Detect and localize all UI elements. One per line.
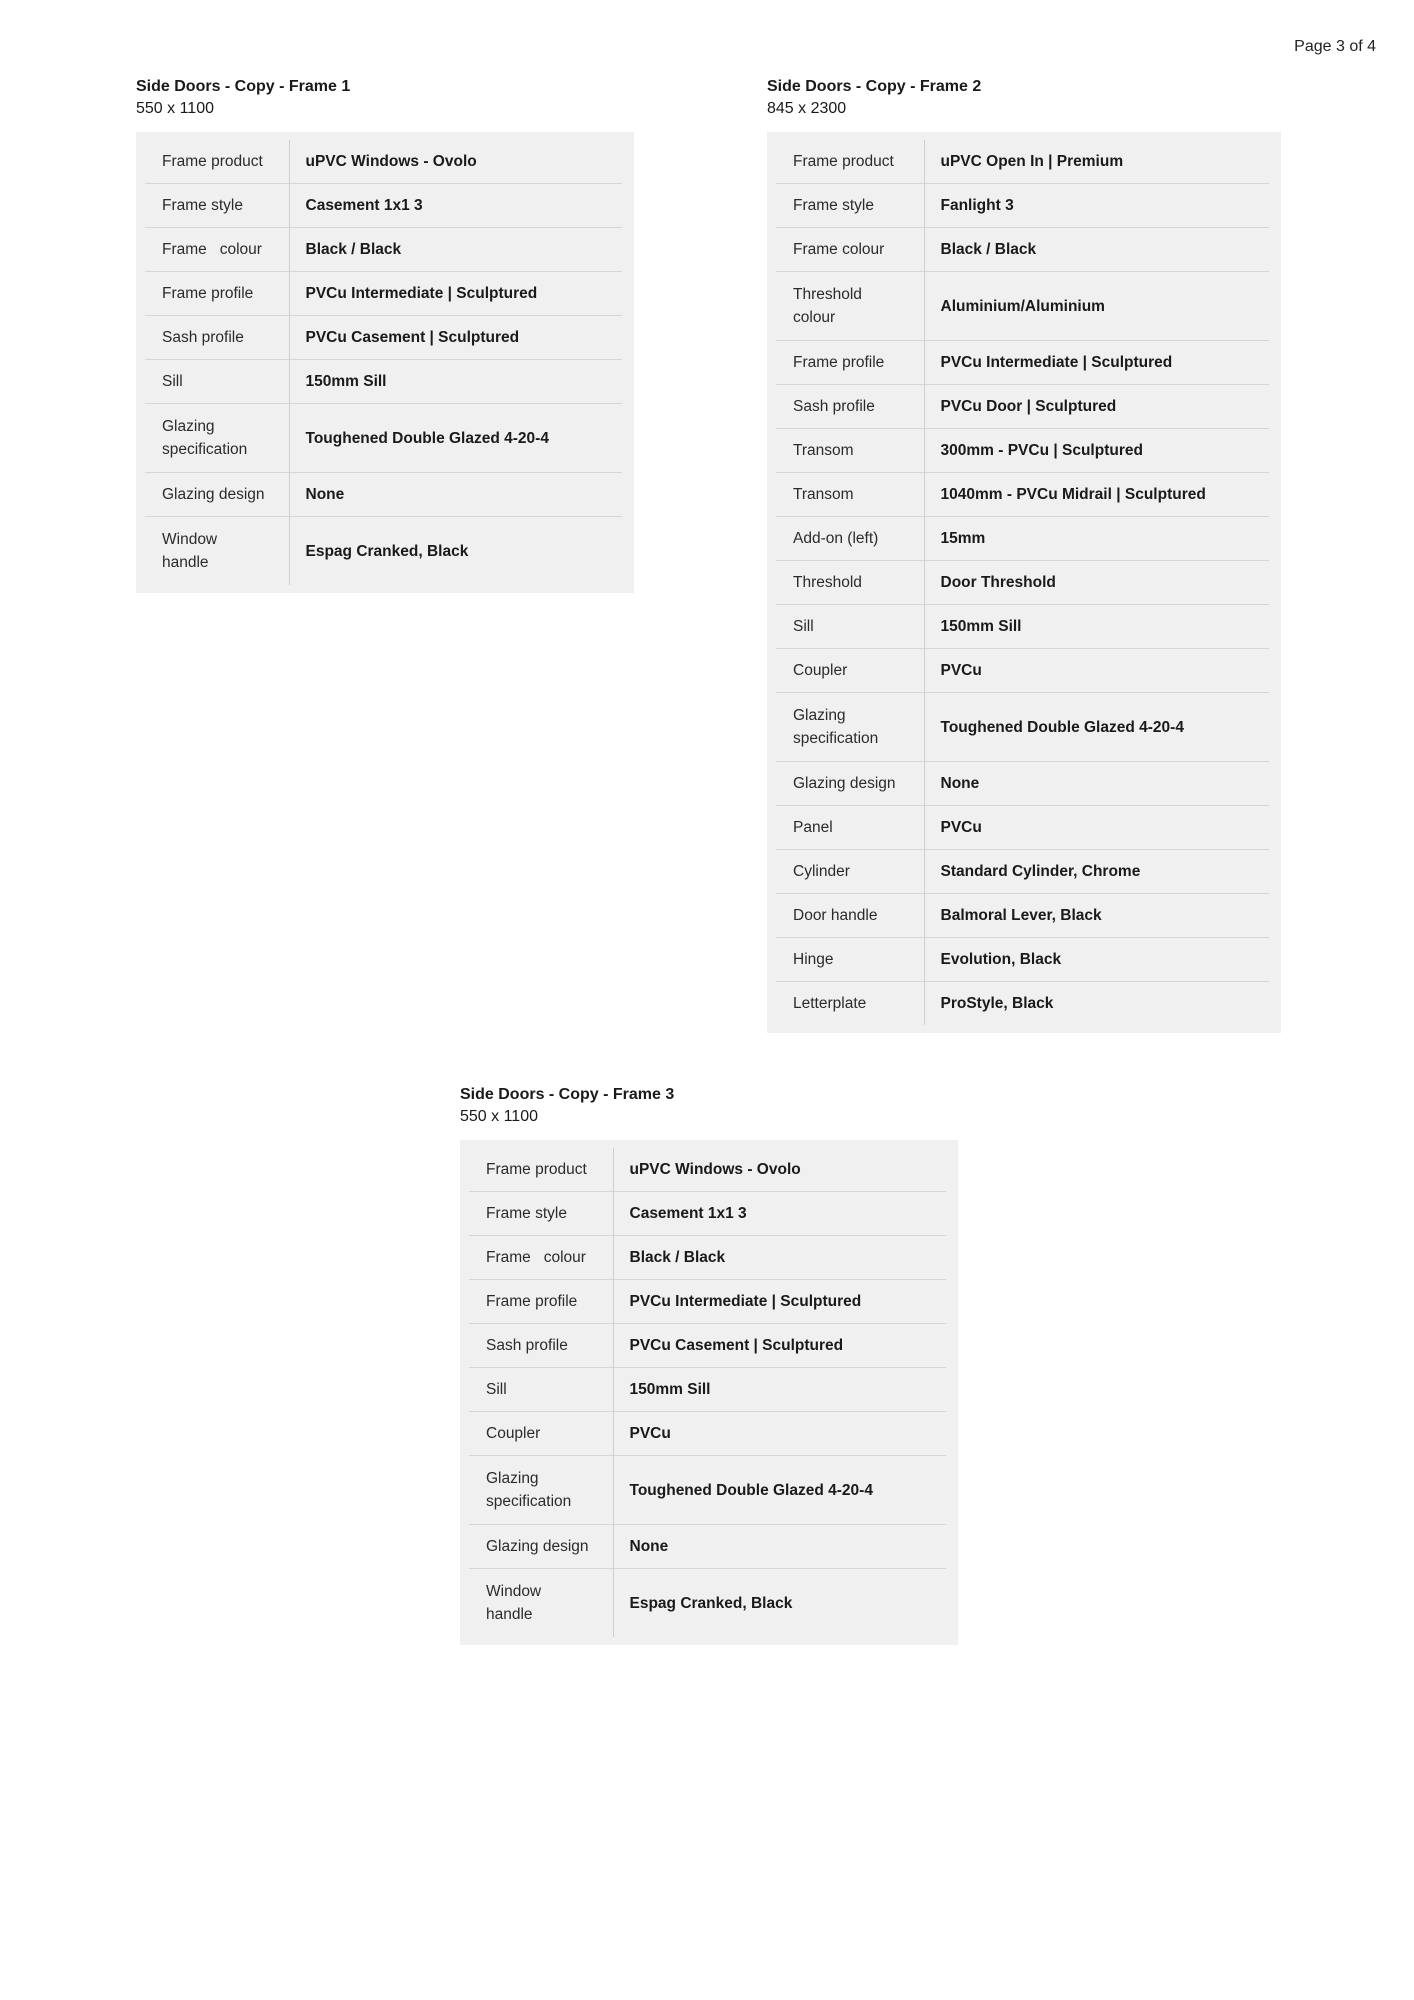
frame-title: Side Doors - Copy - Frame 3 <box>460 1086 675 1103</box>
spec-value: 1040mm - PVCu Midrail | Sculptured <box>924 473 1269 517</box>
spec-box <box>136 132 634 593</box>
spec-value: Casement 1x1 3 <box>289 184 622 228</box>
spec-value: PVCu <box>613 1412 946 1456</box>
spec-row <box>776 429 1269 473</box>
spec-row <box>776 561 1269 605</box>
spec-value: Espag Cranked, Black <box>613 1569 946 1638</box>
spec-row <box>776 605 1269 649</box>
spec-row <box>145 473 622 517</box>
spec-value: ProStyle, Black <box>924 982 1269 1026</box>
spec-row <box>776 272 1269 341</box>
spec-row <box>776 517 1269 561</box>
spec-row <box>469 1368 946 1412</box>
spec-row <box>469 1569 946 1638</box>
spec-label: Glazing design <box>469 1525 613 1569</box>
spec-label: Sill <box>145 360 289 404</box>
spec-value: Aluminium/Aluminium <box>924 272 1269 341</box>
frame-title: Side Doors - Copy - Frame 1 <box>136 78 351 95</box>
spec-value: Balmoral Lever, Black <box>924 894 1269 938</box>
spec-row <box>469 1412 946 1456</box>
spec-row <box>776 140 1269 184</box>
spec-row <box>776 385 1269 429</box>
spec-label: Sill <box>776 605 924 649</box>
spec-label: Threshold colour <box>776 272 924 341</box>
spec-label: Frame profile <box>145 272 289 316</box>
spec-row <box>145 184 622 228</box>
page-number: Page 3 of 4 <box>1294 38 1376 55</box>
spec-row <box>776 982 1269 1026</box>
spec-label: Frame product <box>145 140 289 184</box>
spec-value: Black / Black <box>613 1236 946 1280</box>
spec-value: PVCu Door | Sculptured <box>924 385 1269 429</box>
spec-value: 150mm Sill <box>924 605 1269 649</box>
spec-label: Sill <box>469 1368 613 1412</box>
spec-value: 150mm Sill <box>289 360 622 404</box>
spec-label: Door handle <box>776 894 924 938</box>
spec-value: Black / Black <box>924 228 1269 272</box>
spec-label: Glazing design <box>776 762 924 806</box>
spec-value: uPVC Windows - Ovolo <box>629 1161 801 1178</box>
spec-box <box>460 1140 958 1645</box>
spec-value: Evolution, Black <box>924 938 1269 982</box>
spec-row <box>145 316 622 360</box>
spec-row <box>776 938 1269 982</box>
spec-value: Fanlight 3 <box>924 184 1269 228</box>
frame-size: 845 x 2300 <box>767 100 847 117</box>
spec-value: None <box>924 762 1269 806</box>
spec-value: PVCu <box>924 806 1269 850</box>
spec-label: Frame colour <box>145 228 289 272</box>
spec-value: PVCu Casement | Sculptured <box>289 316 622 360</box>
spec-value: PVCu Casement | Sculptured <box>613 1324 946 1368</box>
spec-value: None <box>289 473 622 517</box>
spec-label: Frame product <box>776 140 924 184</box>
spec-label: Window handle <box>145 517 289 586</box>
spec-label: Coupler <box>469 1412 613 1456</box>
spec-value: Standard Cylinder, Chrome <box>924 850 1269 894</box>
spec-row <box>145 517 622 586</box>
spec-row <box>776 649 1269 693</box>
spec-label: Frame product <box>469 1148 613 1192</box>
frame-size: 550 x 1100 <box>460 1108 538 1125</box>
spec-row <box>469 1525 946 1569</box>
spec-box <box>767 132 1281 1033</box>
frame-section <box>767 76 1281 1033</box>
spec-value: None <box>613 1525 946 1569</box>
spec-label: Panel <box>776 806 924 850</box>
spec-table <box>776 140 1269 1025</box>
spec-row <box>776 762 1269 806</box>
spec-row <box>469 1280 946 1324</box>
spec-row <box>776 341 1269 385</box>
spec-value: Door Threshold <box>924 561 1269 605</box>
spec-value: PVCu <box>924 649 1269 693</box>
spec-row <box>469 1148 946 1192</box>
spec-value: uPVC Open In | Premium <box>940 153 1124 170</box>
spec-row <box>776 473 1269 517</box>
spec-row <box>469 1456 946 1525</box>
spec-row <box>145 228 622 272</box>
spec-label: Frame style <box>145 184 289 228</box>
spec-label: Glazing specification <box>776 693 924 762</box>
spec-label: Sash profile <box>776 385 924 429</box>
spec-row <box>469 1236 946 1280</box>
spec-label: Window handle <box>469 1569 613 1638</box>
spec-value: 300mm - PVCu | Sculptured <box>924 429 1269 473</box>
spec-label: Frame colour <box>469 1236 613 1280</box>
frame-title: Side Doors - Copy - Frame 2 <box>767 78 982 95</box>
spec-row <box>145 404 622 473</box>
spec-value: Black / Black <box>289 228 622 272</box>
spec-label: Frame colour <box>776 228 924 272</box>
spec-value: Toughened Double Glazed 4-20-4 <box>613 1456 946 1525</box>
spec-table <box>145 140 622 585</box>
spec-label: Sash profile <box>145 316 289 360</box>
spec-label: Coupler <box>776 649 924 693</box>
spec-label: Glazing design <box>145 473 289 517</box>
spec-label: Sash profile <box>469 1324 613 1368</box>
spec-label: Transom <box>776 473 924 517</box>
spec-label: Letterplate <box>776 982 924 1026</box>
spec-row <box>776 184 1269 228</box>
spec-value: Espag Cranked, Black <box>289 517 622 586</box>
spec-value: Toughened Double Glazed 4-20-4 <box>289 404 622 473</box>
spec-label: Glazing specification <box>145 404 289 473</box>
spec-label: Frame profile <box>469 1280 613 1324</box>
spec-value: Toughened Double Glazed 4-20-4 <box>924 693 1269 762</box>
spec-value: uPVC Windows - Ovolo <box>305 153 477 170</box>
spec-label: Frame style <box>776 184 924 228</box>
spec-label: Threshold <box>776 561 924 605</box>
spec-row <box>145 272 622 316</box>
spec-label: Glazing specification <box>469 1456 613 1525</box>
spec-label: Transom <box>776 429 924 473</box>
spec-label: Cylinder <box>776 850 924 894</box>
spec-row <box>469 1192 946 1236</box>
spec-row <box>776 693 1269 762</box>
spec-value: PVCu Intermediate | Sculptured <box>613 1280 946 1324</box>
spec-value: Casement 1x1 3 <box>613 1192 946 1236</box>
spec-label: Add-on (left) <box>776 517 924 561</box>
spec-row <box>776 228 1269 272</box>
spec-label: Hinge <box>776 938 924 982</box>
spec-row <box>776 894 1269 938</box>
spec-label: Frame profile <box>776 341 924 385</box>
spec-row <box>776 850 1269 894</box>
spec-value: 150mm Sill <box>613 1368 946 1412</box>
spec-value: 15mm <box>924 517 1269 561</box>
frame-section <box>460 1084 958 1645</box>
spec-row <box>145 360 622 404</box>
spec-label: Frame style <box>469 1192 613 1236</box>
spec-row <box>145 140 622 184</box>
spec-value: PVCu Intermediate | Sculptured <box>924 341 1269 385</box>
spec-value: PVCu Intermediate | Sculptured <box>289 272 622 316</box>
spec-row <box>469 1324 946 1368</box>
frame-section <box>136 76 634 593</box>
frame-size: 550 x 1100 <box>136 100 214 117</box>
spec-row <box>776 806 1269 850</box>
spec-table <box>469 1148 946 1637</box>
